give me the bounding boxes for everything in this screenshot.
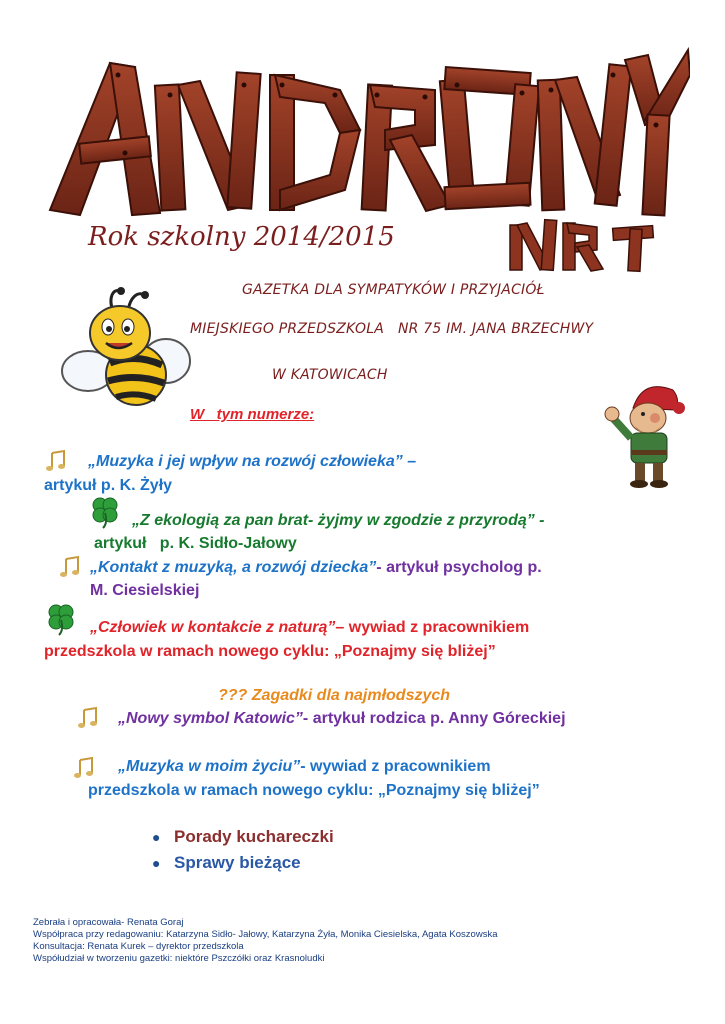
item-6-text: - artykuł rodzica p. Anny Góreckiej <box>302 710 566 727</box>
item-1-text: artykuł p. K. Żyły <box>44 477 173 494</box>
masthead-logo <box>40 45 690 220</box>
music-note-icon <box>72 756 96 780</box>
item-3-text-2: M. Ciesielskiej <box>90 582 200 599</box>
item-3-title: „Kontakt z muzyką, a rozwój dziecka” <box>90 559 377 576</box>
item-6-title: „Nowy symbol Katowic” <box>118 710 303 727</box>
item-7-title: „Muzyka w moim życiu” <box>118 758 301 775</box>
bullet-icon: ● <box>152 855 161 871</box>
contents-item-2[interactable] <box>132 511 545 531</box>
item-4-text-2: przedszkola w ramach nowego cyklu: „Poznajmy się bliżej” <box>44 643 496 660</box>
issue-number-logo <box>505 215 655 275</box>
contents-heading: W tym numerze: <box>190 406 315 423</box>
item-2-text: artykuł p. K. Sidło-Jałowy <box>94 535 297 552</box>
subtitle-line-1: GAZETKA DLA SYMPATYKÓW I PRZYJACIÓŁ <box>242 282 545 298</box>
clover-icon <box>44 602 78 636</box>
item-4-title: „Człowiek w kontakcie z naturą” <box>90 619 336 636</box>
gnome-illustration <box>603 378 688 490</box>
bullet-icon: ● <box>152 829 161 845</box>
clover-icon <box>88 495 122 529</box>
credits <box>33 917 497 965</box>
list-item[interactable] <box>152 824 334 850</box>
item-2-title: „Z ekologią za pan brat- żyjmy w zgodzie z przyrodą” - <box>132 512 545 529</box>
bullet-label: Porady kuchareczki <box>174 827 334 846</box>
item-1-title: „Muzyka i jej wpływ na rozwój człowieka” – <box>88 453 417 470</box>
contents-item-1[interactable] <box>88 452 416 472</box>
contents-item-5[interactable]: ??? Zagadki dla najmłodszych <box>218 687 451 704</box>
bullet-label: Sprawy bieżące <box>174 853 301 872</box>
credits-line: Współpraca przy redagowaniu: Katarzyna Sidło- Jałowy, Katarzyna Żyła, Monika Ciesielska, Agata Koszowska <box>33 929 498 940</box>
music-note-icon <box>58 555 82 579</box>
contents-item-4[interactable] <box>90 618 529 638</box>
item-4-text: – wywiad z pracownikiem <box>335 619 530 636</box>
credits-line: Współudział w tworzeniu gazetki: niektóre Pszczółki oraz Krasnoludki <box>33 953 325 964</box>
music-note-icon <box>44 449 68 473</box>
item-7-text: - wywiad z pracownikiem <box>300 758 491 775</box>
contents-item-7[interactable] <box>118 757 491 777</box>
extras-list <box>152 824 334 876</box>
credits-line: Zebrała i opracowała- Renata Goraj <box>33 917 184 928</box>
contents-item-3[interactable] <box>90 558 542 578</box>
item-3-text: - artykuł psycholog p. <box>376 559 542 576</box>
bee-illustration <box>58 283 193 413</box>
list-item[interactable] <box>152 850 334 876</box>
credits-line: Konsultacja: Renata Kurek – dyrektor przedszkola <box>33 941 244 952</box>
item-7-text-2: przedszkola w ramach nowego cyklu: „Poznajmy się bliżej” <box>88 782 540 799</box>
music-note-icon <box>76 706 100 730</box>
subtitle-line-2: MIEJSKIEGO PRZEDSZKOLA NR 75 IM. JANA BRZECHWY <box>190 321 594 337</box>
subtitle-line-3: W KATOWICACH <box>272 367 388 383</box>
school-year: Rok szkolny 2014/2015 <box>88 222 395 252</box>
contents-item-6[interactable] <box>118 709 566 729</box>
